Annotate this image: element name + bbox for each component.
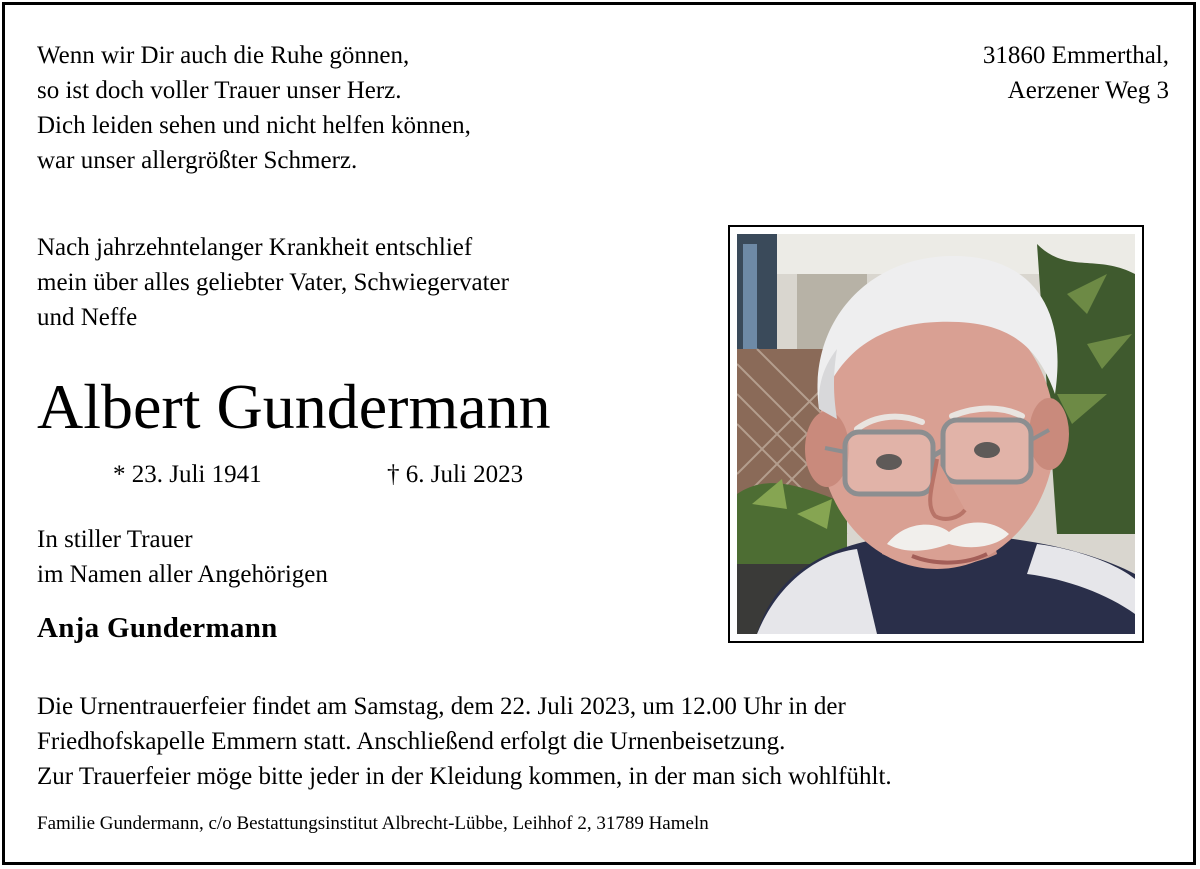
poem-line: war unser allergrößter Schmerz. xyxy=(37,147,358,174)
birth-date: * 23. Juli 1941 xyxy=(113,461,262,488)
footer-contact: Familie Gundermann, c/o Bestattungsinstitut Albrecht-Lübbe, Leihhof 2, 31789 Hameln xyxy=(37,813,709,834)
funeral-info xyxy=(37,689,892,794)
intro-text xyxy=(37,230,509,335)
deceased-name: Albert Gundermann xyxy=(37,371,551,442)
poem-line: so ist doch voller Trauer unser Herz. xyxy=(37,77,402,104)
funeral-line: Friedhofskapelle Emmern statt. Anschließend erfolgt die Urnenbeisetzung. xyxy=(37,728,786,755)
portrait-photo xyxy=(737,234,1135,634)
poem-verse xyxy=(37,38,471,178)
portrait-frame xyxy=(728,225,1144,643)
mourning-text xyxy=(37,522,328,592)
death-date: † 6. Juli 2023 xyxy=(387,461,524,488)
obituary-notice xyxy=(2,2,1196,865)
intro-line: mein über alles geliebter Vater, Schwiegervater xyxy=(37,269,509,296)
poem-line: Dich leiden sehen und nicht helfen können, xyxy=(37,112,471,139)
intro-line: Nach jahrzehntelanger Krankheit entschlief xyxy=(37,234,473,261)
address-city: 31860 Emmerthal, xyxy=(982,42,1169,69)
address-street: Aerzener Weg 3 xyxy=(1007,77,1169,104)
mourning-line: im Namen aller Angehörigen xyxy=(37,561,328,588)
funeral-line: Zur Trauerfeier möge bitte jeder in der Kleidung kommen, in der man sich wohlfühlt. xyxy=(37,763,892,790)
address-block xyxy=(983,38,1169,108)
funeral-line: Die Urnentrauerfeier findet am Samstag, dem 22. Juli 2023, um 12.00 Uhr in der xyxy=(37,693,846,720)
poem-line: Wenn wir Dir auch die Ruhe gönnen, xyxy=(37,42,410,69)
mourning-line: In stiller Trauer xyxy=(37,526,193,553)
intro-line: und Neffe xyxy=(37,304,138,331)
mourner-name: Anja Gundermann xyxy=(37,612,278,644)
